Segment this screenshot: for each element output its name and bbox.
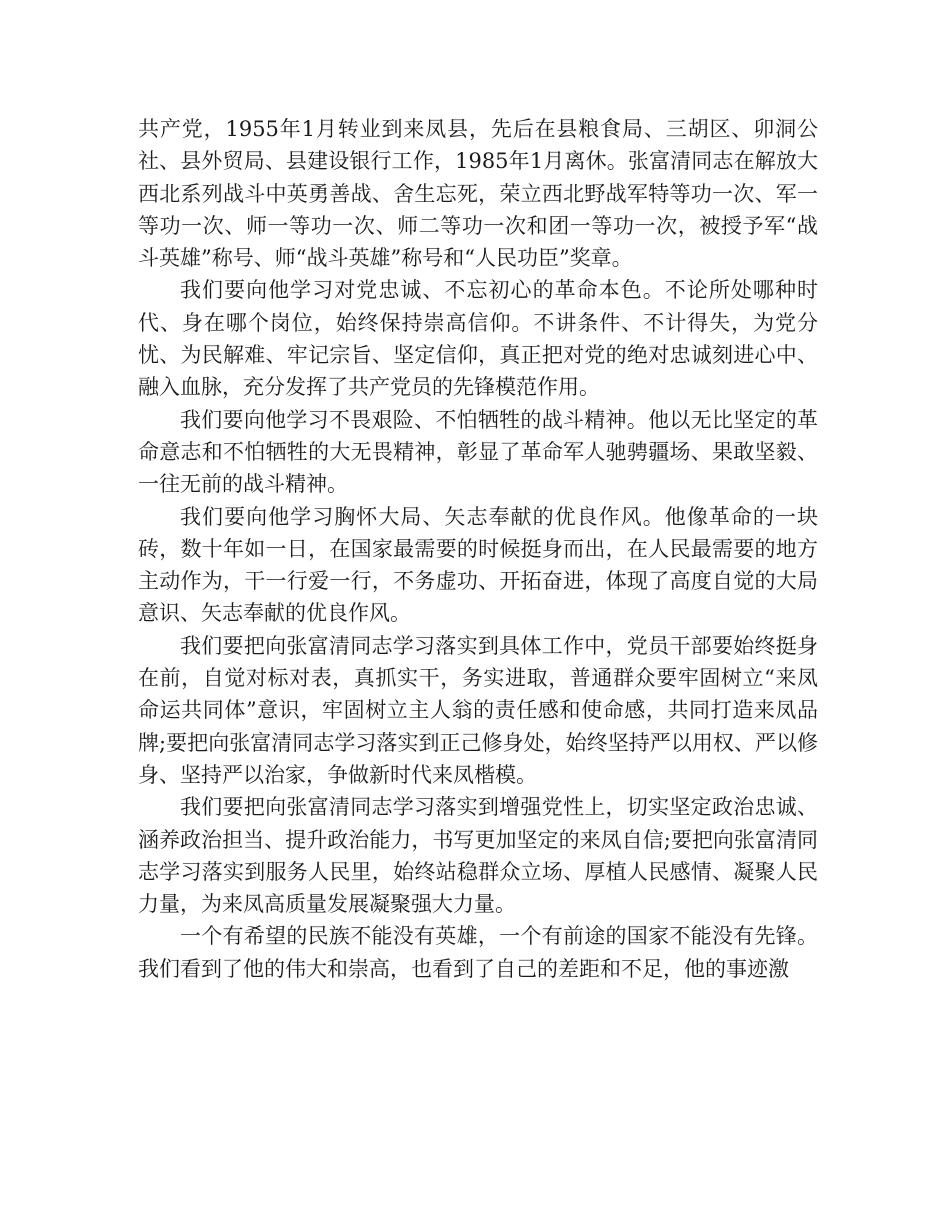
- paragraph-3: 我们要向他学习不畏艰险、不怕牺牲的战斗精神。他以无比坚定的革命意志和不怕牺牲的大无畏精神，彰显了革命军人驰骋疆场、果敢坚毅、一往无前的战斗精神。: [138, 407, 818, 497]
- paragraph-5: 我们要把向张富清同志学习落实到具体工作中，党员干部要始终挺身在前，自觉对标对表，真抓实干，务实进取，普通群众要牢固树立“来凤命运共同体”意识，牢固树立主人翁的责任感和使命感，共同打造来凤品牌;要把向张富清同志学习落实到正己修身处，始终坚持严以用权、严以修身、坚持严以治家，争做新时代来凤楷模。: [138, 633, 818, 787]
- paragraph-7: 一个有希望的民族不能没有英雄，一个有前途的国家不能没有先锋。我们看到了他的伟大和崇高，也看到了自己的差距和不足，他的事迹激: [138, 924, 818, 981]
- document-body: [138, 113, 818, 985]
- paragraph-4: 我们要向他学习胸怀大局、矢志奉献的优良作风。他像革命的一块砖，数十年如一日，在国家最需要的时候挺身而出，在人民最需要的地方主动作为，干一行爱一行，不务虚功、开拓奋进，体现了高度自觉的大局意识、矢志奉献的优良作风。: [138, 504, 818, 626]
- paragraph-1: 共产党，1955年1月转业到来凤县，先后在县粮食局、三胡区、卯洞公社、县外贸局、县建设银行工作，1985年1月离休。张富清同志在解放大西北系列战斗中英勇善战、舍生忘死，荣立西北野战军特等功一次、军一等功一次、师一等功一次、师二等功一次和团一等功一次，被授予军“战斗英雄”称号、师“战斗英雄”称号和“人民功臣”奖章。: [138, 117, 818, 271]
- paragraph-6: 我们要把向张富清同志学习落实到增强党性上，切实坚定政治忠诚、涵养政治担当、提升政治能力，书写更加坚定的来凤自信;要把向张富清同志学习落实到服务人民里，始终站稳群众立场、厚植人民感情、凝聚人民力量，为来凤高质量发展凝聚强大力量。: [138, 795, 818, 917]
- paragraph-2: 我们要向他学习对党忠诚、不忘初心的革命本色。不论所处哪种时代、身在哪个岗位，始终保持崇高信仰。不讲条件、不计得失，为党分忧、为民解难、牢记宗旨、坚定信仰，真正把对党的绝对忠诚刻进心中、融入血脉，充分发挥了共产党员的先锋模范作用。: [138, 278, 818, 400]
